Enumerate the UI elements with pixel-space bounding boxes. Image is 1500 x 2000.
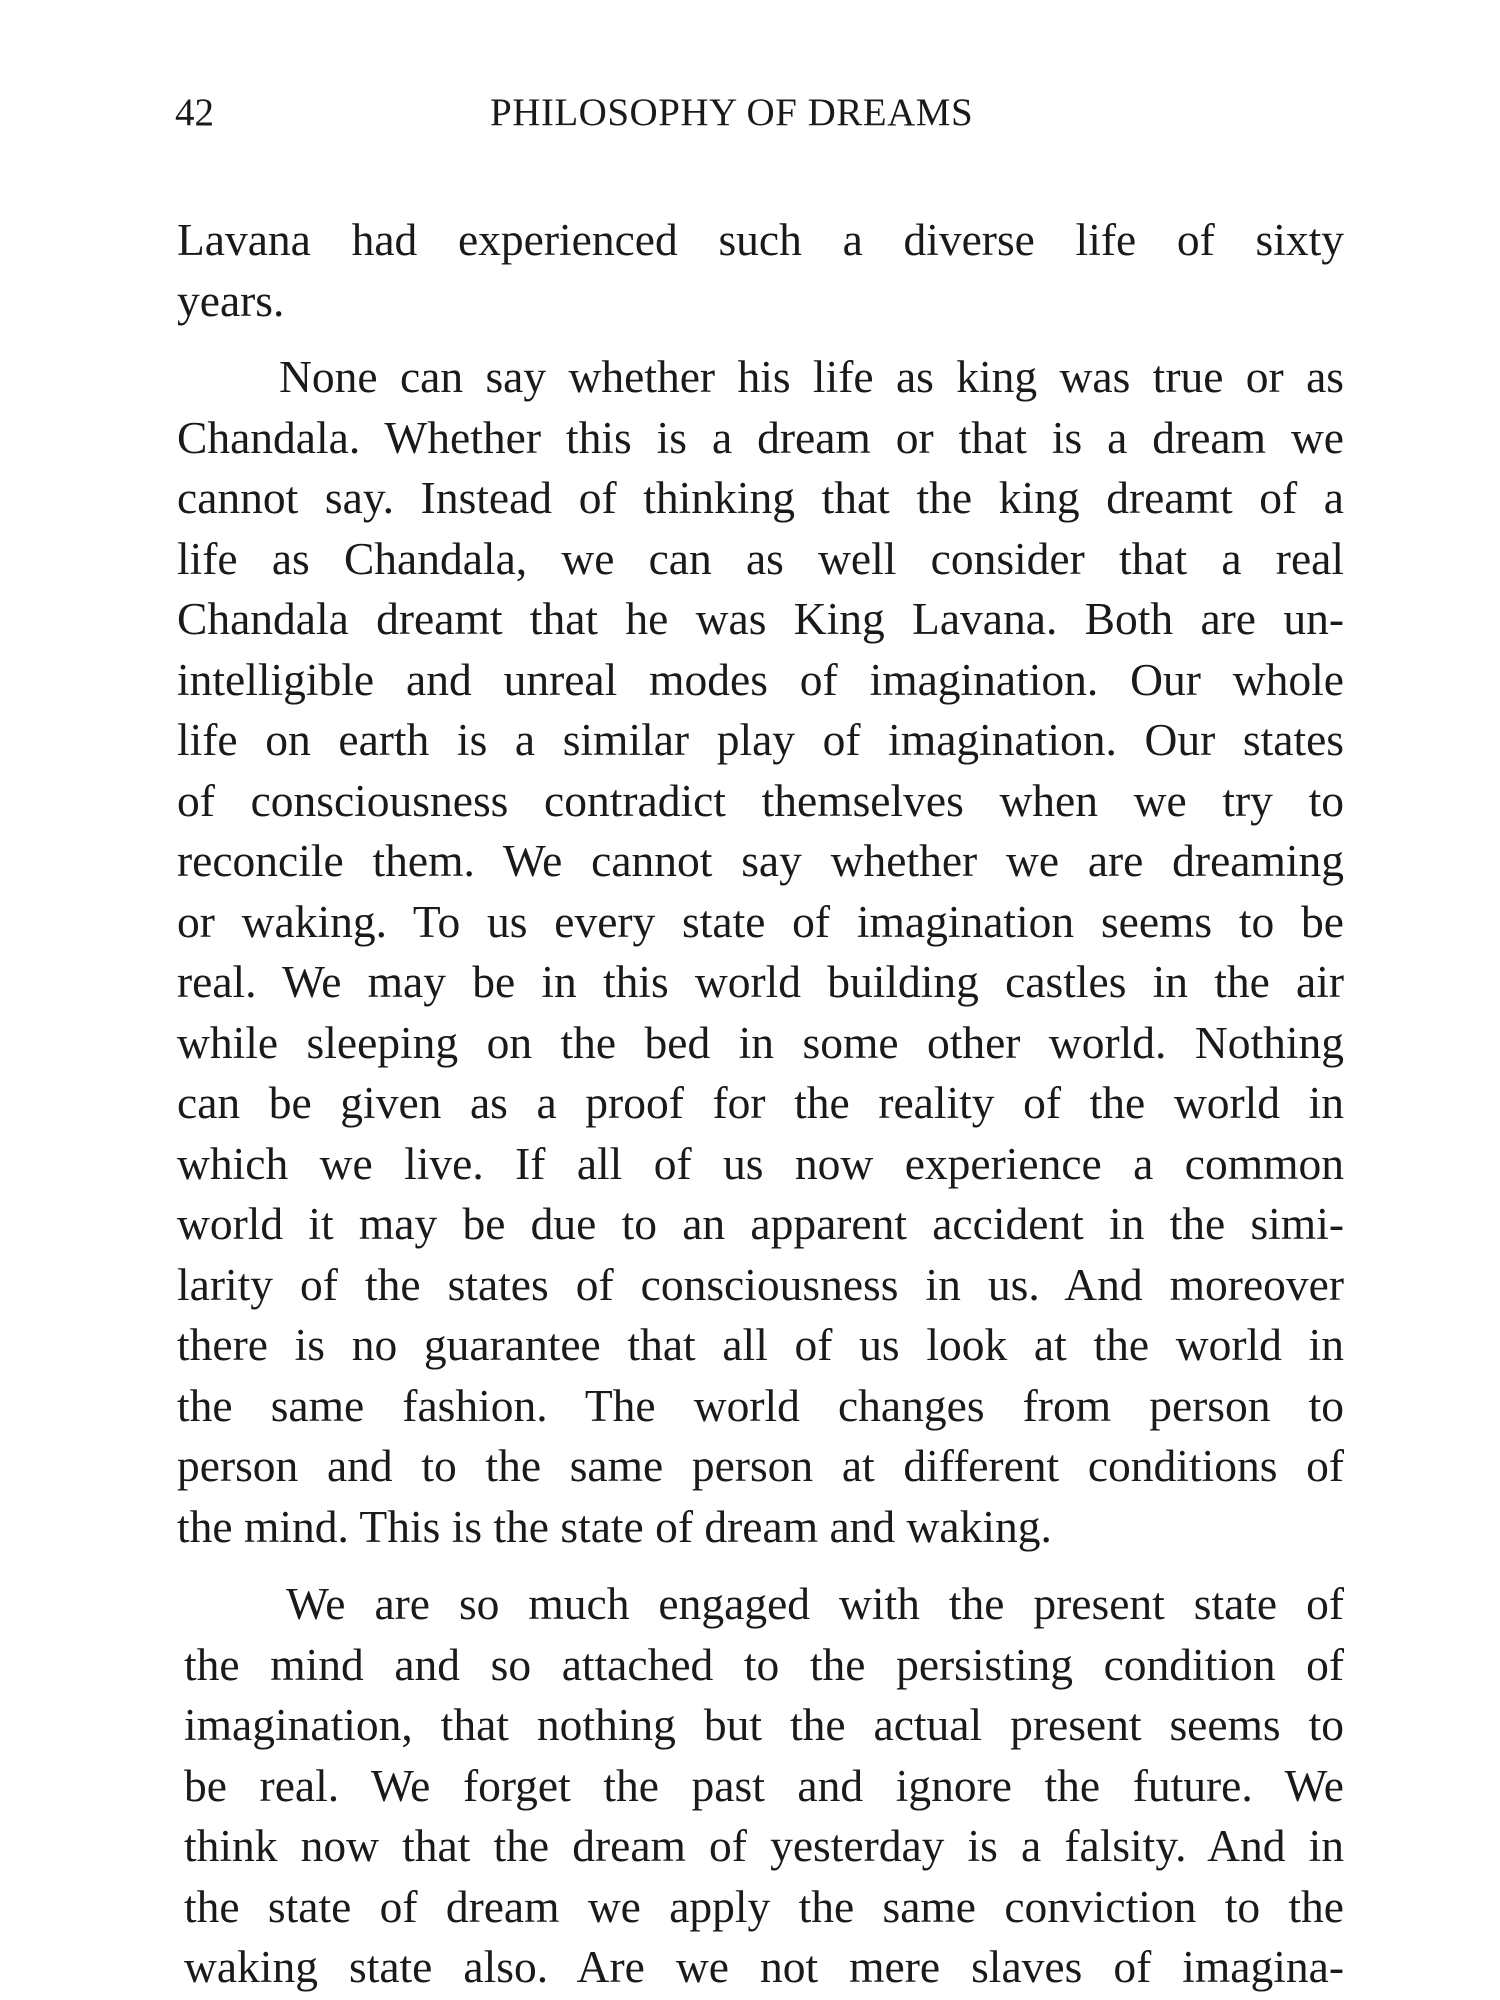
text-line: larity of the states of consciousness in us. And moreover xyxy=(177,1258,1344,1310)
text-line: years. xyxy=(177,274,285,326)
text-line: life on earth is a similar play of imagination. Our states xyxy=(177,714,1344,765)
text-line: which we live. If all of us now experience a common xyxy=(177,1137,1344,1189)
running-title: PHILOSOPHY OF DREAMS xyxy=(490,91,974,134)
text-line: world it may be due to an apparent accident in the simi- xyxy=(177,1198,1344,1249)
text-line: the mind and so attached to the persisting condition of xyxy=(184,1638,1344,1690)
text-line: person and to the same person at different conditions of xyxy=(177,1440,1344,1491)
text-line: intelligible and unreal modes of imagination. Our whole xyxy=(177,653,1344,705)
text-line: the mind. This is the state of dream and waking. xyxy=(177,1500,1052,1552)
text-line: while sleeping on the bed in some other world. Nothing xyxy=(177,1016,1344,1068)
text-line: None can say whether his life as king was true or as xyxy=(279,351,1344,402)
text-line: We are so much engaged with the present state of xyxy=(286,1578,1344,1629)
paragraph-1 xyxy=(177,210,1344,331)
body-text xyxy=(177,210,1344,1998)
text-line: of consciousness contradict themselves when we try to xyxy=(177,774,1344,826)
text-line: Lavana had experienced such a diverse life of sixty xyxy=(177,214,1344,265)
text-line: cannot say. Instead of thinking that the king dreamt of a xyxy=(177,472,1344,523)
text-line: waking state also. Are we not mere slaves of imagina- xyxy=(184,1941,1344,1992)
paragraph-3 xyxy=(184,1574,1344,1998)
text-line: think now that the dream of yesterday is a falsity. And in xyxy=(184,1820,1344,1871)
text-line: can be given as a proof for the reality of the world in xyxy=(177,1077,1344,1128)
text-line: or waking. To us every state of imagination seems to be xyxy=(177,895,1344,947)
text-line: real. We may be in this world building castles in the air xyxy=(177,956,1344,1007)
text-line: there is no guarantee that all of us look at the world in xyxy=(177,1319,1344,1370)
text-line: be real. We forget the past and ignore the future. We xyxy=(184,1759,1344,1811)
text-line: life as Chandala, we can as well consider that a real xyxy=(177,532,1344,584)
running-head xyxy=(175,88,1345,138)
text-line: Chandala dreamt that he was King Lavana. Both are un- xyxy=(177,593,1344,644)
paragraph-2 xyxy=(177,347,1344,1557)
text-line: the same fashion. The world changes from person to xyxy=(177,1379,1344,1431)
page-number: 42 xyxy=(175,91,214,134)
text-line: the state of dream we apply the same conviction to the xyxy=(184,1880,1344,1932)
text-line: imagination, that nothing but the actual present seems to xyxy=(184,1699,1344,1750)
text-line: reconcile them. We cannot say whether we are dreaming xyxy=(177,835,1344,886)
text-line: Chandala. Whether this is a dream or that is a dream we xyxy=(177,411,1344,463)
